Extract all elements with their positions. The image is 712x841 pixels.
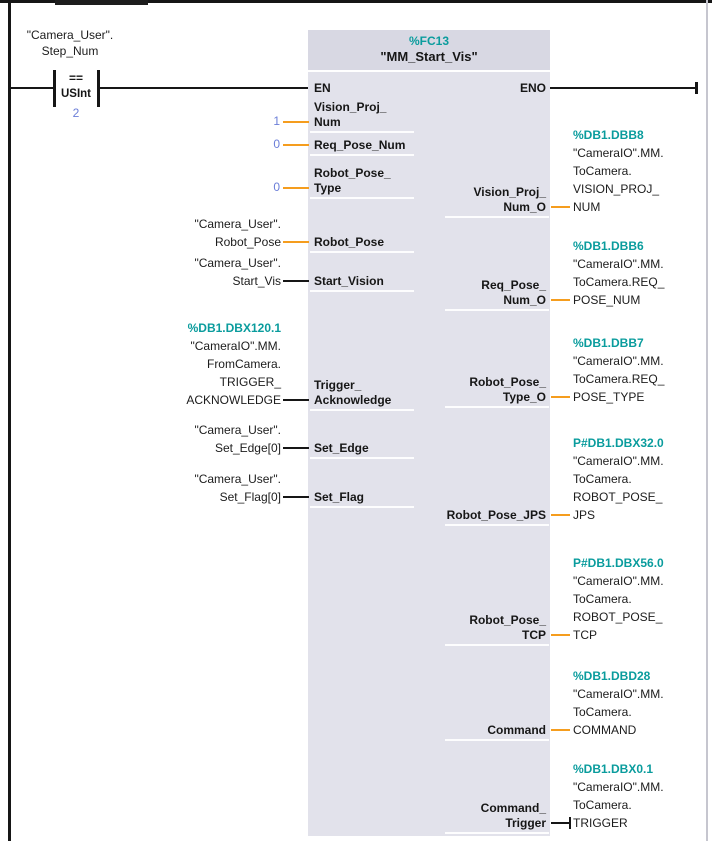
pin-label-EN[interactable]: EN: [314, 81, 331, 95]
wire-eno-end-cap: [695, 82, 698, 94]
pin-underline-Robot_Pose_Type: [310, 197, 414, 199]
pin-label-Robot_Pose_Type_O[interactable]: Robot_Pose_ Type_O: [469, 375, 546, 404]
wire-Command_Trigger: [551, 822, 570, 824]
operand-Robot_Pose_Type_O[interactable]: %DB1.DBB7 "CameraIO".MM. ToCamera.REQ_ POSE_TYPE: [573, 336, 665, 404]
pin-underline-Robot_Pose: [310, 251, 414, 253]
contact-operand-line2: Step_Num: [41, 44, 99, 58]
comparator-symbol[interactable]: ==: [68, 71, 83, 85]
pin-label-Command[interactable]: Command: [487, 723, 546, 737]
wire-Req_Pose_Num: [283, 144, 309, 146]
compare-value[interactable]: 2: [72, 106, 80, 120]
constant-Robot_Pose_Type[interactable]: 0: [273, 180, 280, 194]
wire-Trigger_Acknowledge: [283, 399, 309, 401]
fc-block-header[interactable]: [308, 30, 550, 70]
wire-Req_Pose_Num_O: [551, 299, 570, 301]
wire-Vision_Proj_Num_O: [551, 206, 570, 208]
operand-Command_Trigger[interactable]: %DB1.DBX0.1 "CameraIO".MM. ToCamera. TRIGGER: [573, 762, 664, 830]
contact-operand[interactable]: [8, 27, 132, 59]
pin-underline-Command_Trigger: [445, 832, 549, 834]
pin-label-Req_Pose_Num_O[interactable]: Req_Pose_ Num_O: [481, 278, 546, 307]
wire-Set_Edge: [283, 447, 309, 449]
pin-underline-Set_Edge: [310, 457, 414, 459]
power-rail-left: [8, 2, 11, 841]
pin-label-Vision_Proj_Num_O[interactable]: Vision_Proj_ Num_O: [473, 185, 546, 214]
operand-Req_Pose_Num_O[interactable]: %DB1.DBB6 "CameraIO".MM. ToCamera.REQ_ POSE_NUM: [573, 239, 665, 307]
wire-contact-to-en: [99, 87, 309, 89]
operand-Robot_Pose_JPS[interactable]: P#DB1.DBX32.0 "CameraIO".MM. ToCamera. ROBOT_POSE_ JPS: [573, 436, 664, 522]
wire-Robot_Pose_Type_O: [551, 396, 570, 398]
fc-block-number: %FC13: [408, 34, 449, 48]
pin-underline-Vision_Proj_Num: [310, 131, 414, 133]
wire-Robot_Pose: [283, 241, 309, 243]
wire-eno-out: [550, 87, 697, 89]
operand-Trigger_Acknowledge[interactable]: %DB1.DBX120.1 "CameraIO".MM. FromCamera. TRIGGER_ ACKNOWLEDGE: [186, 321, 281, 407]
pin-label-Robot_Pose[interactable]: Robot_Pose: [314, 235, 385, 249]
constant-Req_Pose_Num[interactable]: 0: [273, 137, 280, 151]
pin-label-Robot_Pose_TCP[interactable]: Robot_Pose_ TCP: [469, 613, 546, 642]
operand-Robot_Pose[interactable]: "Camera_User". Robot_Pose: [194, 217, 281, 249]
pin-underline-Robot_Pose_TCP: [445, 644, 549, 646]
wire-Robot_Pose_TCP: [551, 634, 570, 636]
pin-label-Vision_Proj_Num[interactable]: Vision_Proj_ Num: [314, 100, 387, 129]
editor-right-border: [706, 0, 708, 841]
operand-Robot_Pose_TCP[interactable]: P#DB1.DBX56.0 "CameraIO".MM. ToCamera. ROBOT_POSE_ TCP: [573, 556, 664, 642]
pin-label-Start_Vision[interactable]: Start_Vision: [314, 274, 384, 288]
constant-Vision_Proj_Num[interactable]: 1: [273, 114, 280, 128]
wire-rail-to-contact: [10, 87, 53, 89]
operand-Start_Vision[interactable]: "Camera_User". Start_Vis: [194, 256, 281, 288]
wire-Start_Vision: [283, 280, 309, 282]
pin-underline-Req_Pose_Num_O: [445, 309, 549, 311]
wire-Command: [551, 729, 570, 731]
pin-label-Set_Flag[interactable]: Set_Flag: [314, 490, 365, 504]
pin-label-ENO[interactable]: ENO: [519, 81, 546, 95]
pin-underline-Trigger_Acknowledge: [310, 409, 414, 411]
pin-underline-Set_Flag: [310, 506, 414, 508]
wire-Robot_Pose_Type: [283, 187, 309, 189]
pin-underline-Command: [445, 739, 549, 741]
wire-Vision_Proj_Num: [283, 121, 309, 123]
pin-label-Robot_Pose_Type[interactable]: Robot_Pose_ Type: [314, 166, 391, 195]
wire-Command_Trigger-end-cap: [569, 817, 572, 829]
pin-underline-Robot_Pose_Type_O: [445, 406, 549, 408]
fc-block-title: "MM_Start_Vis": [380, 49, 478, 64]
pin-label-Set_Edge[interactable]: Set_Edge: [314, 441, 369, 455]
pin-label-Robot_Pose_JPS[interactable]: Robot_Pose_JPS: [446, 508, 546, 522]
contact-operand-line1: "Camera_User".: [26, 28, 114, 42]
clipped-text-remnant: [55, 0, 148, 5]
operand-Command[interactable]: %DB1.DBD28 "CameraIO".MM. ToCamera. COMMAND: [573, 669, 664, 737]
operand-Set_Flag[interactable]: "Camera_User". Set_Flag[0]: [194, 472, 281, 504]
operand-Vision_Proj_Num_O[interactable]: %DB1.DBB8 "CameraIO".MM. ToCamera. VISION_PROJ_ NUM: [573, 128, 664, 214]
operand-Set_Edge[interactable]: "Camera_User". Set_Edge[0]: [194, 423, 281, 455]
pin-underline-Start_Vision: [310, 290, 414, 292]
pin-label-Command_Trigger[interactable]: Command_ Trigger: [480, 801, 546, 830]
pin-underline-Vision_Proj_Num_O: [445, 216, 549, 218]
pin-underline-Req_Pose_Num: [310, 154, 414, 156]
comparator-data-type[interactable]: USInt: [60, 88, 92, 100]
wire-Set_Flag: [283, 496, 309, 498]
pin-label-Req_Pose_Num[interactable]: Req_Pose_Num: [314, 138, 406, 152]
pin-underline-Robot_Pose_JPS: [445, 524, 549, 526]
wire-Robot_Pose_JPS: [551, 514, 570, 516]
pin-label-Trigger_Acknowledge[interactable]: Trigger_ Acknowledge: [314, 378, 392, 407]
